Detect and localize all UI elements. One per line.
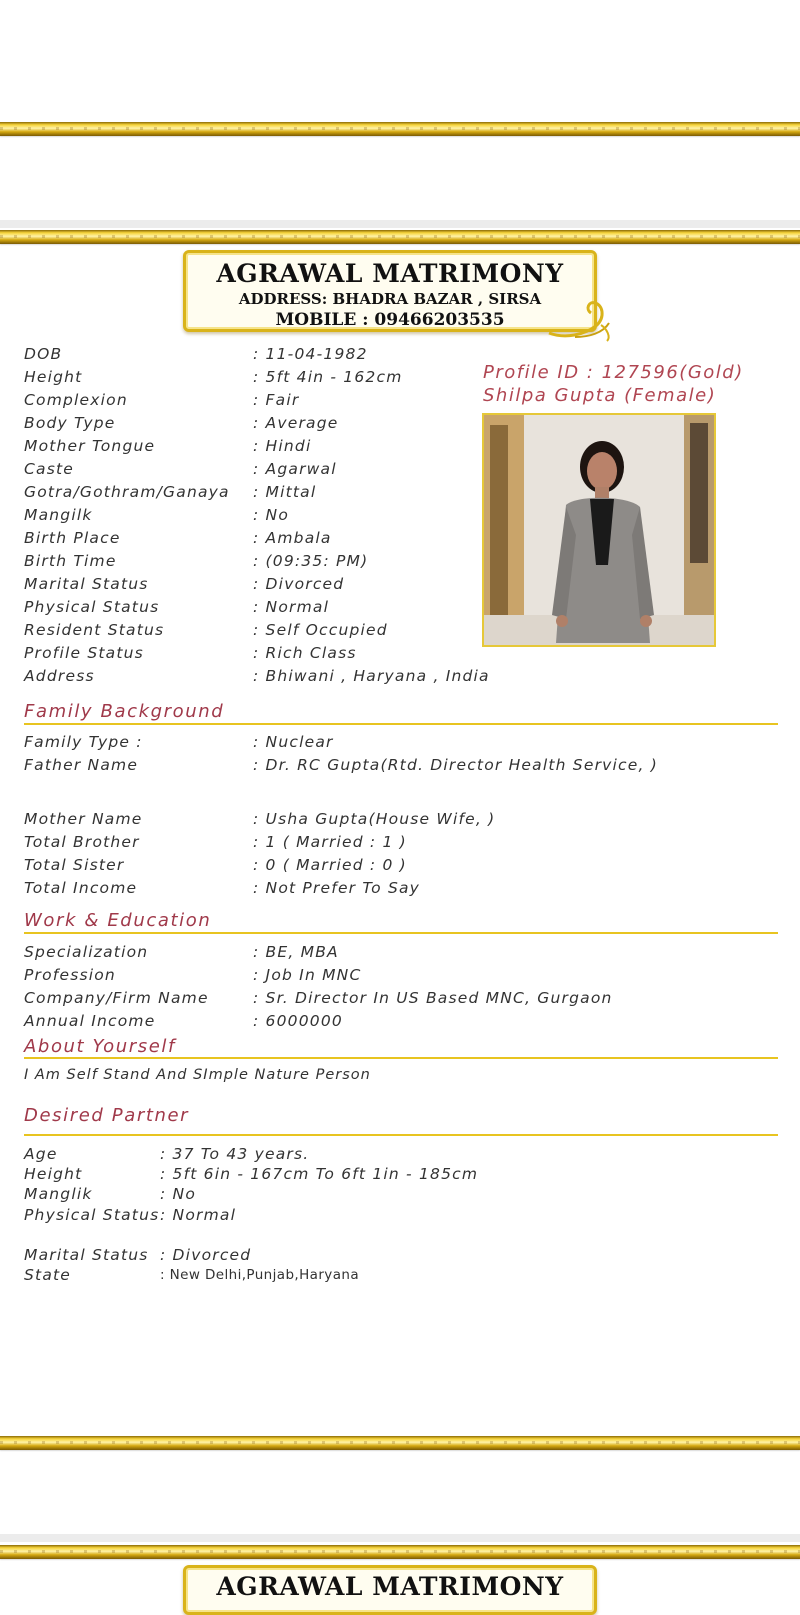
value-birth-place: : Ambala <box>253 529 332 547</box>
label-family-type: Family Type : <box>24 733 143 751</box>
label-partner-state: State <box>24 1266 72 1284</box>
label-height: Height <box>24 368 83 386</box>
page-separator <box>0 220 800 228</box>
label-resident-status: Resident Status <box>24 621 165 639</box>
value-company: : Sr. Director In US Based MNC, Gurgaon <box>253 989 613 1007</box>
label-complexion: Complexion <box>24 391 128 409</box>
value-partner-manglik: : No <box>160 1185 197 1203</box>
label-body-type: Body Type <box>24 414 116 432</box>
value-partner-state: : New Delhi,Punjab,Haryana <box>160 1267 359 1283</box>
value-profile-status: : Rich Class <box>253 644 357 662</box>
label-mangilk: Mangilk <box>24 506 93 524</box>
value-dob: : 11-04-1982 <box>253 345 368 363</box>
value-gotra: : Mittal <box>253 483 317 501</box>
profile-photo <box>482 413 716 647</box>
page-separator-bottom <box>0 1534 800 1542</box>
partner-heading: Desired Partner <box>24 1105 190 1126</box>
header-mobile: MOBILE : 09466203535 <box>275 310 505 330</box>
next-header-plaque <box>183 1565 597 1615</box>
value-father-name: : Dr. RC Gupta(Rtd. Director Health Service, ) <box>253 756 658 774</box>
label-company: Company/Firm Name <box>24 989 209 1007</box>
label-caste: Caste <box>24 460 75 478</box>
label-profile-status: Profile Status <box>24 644 144 662</box>
label-partner-manglik: Manglik <box>24 1185 93 1203</box>
next-header-title: AGRAWAL MATRIMONY <box>216 1572 564 1601</box>
value-marital-status: : Divorced <box>253 575 345 593</box>
label-partner-height: Height <box>24 1165 83 1183</box>
ornament-swirl-icon <box>545 295 615 343</box>
value-caste: : Agarwal <box>253 460 337 478</box>
value-mangilk: : No <box>253 506 290 524</box>
value-profession: : Job In MNC <box>253 966 362 984</box>
label-specialization: Specialization <box>24 943 149 961</box>
value-mother-name: : Usha Gupta(House Wife, ) <box>253 810 496 828</box>
value-mother-tongue: : Hindi <box>253 437 312 455</box>
gold-border-bottom <box>0 1436 800 1450</box>
value-height: : 5ft 4in - 162cm <box>253 368 403 386</box>
label-mother-tongue: Mother Tongue <box>24 437 156 455</box>
value-address: : Bhiwani , Haryana , India <box>253 667 490 685</box>
label-birth-time: Birth Time <box>24 552 117 570</box>
value-total-sister: : 0 ( Married : 0 ) <box>253 856 407 874</box>
value-birth-time: : (09:35: PM) <box>253 552 369 570</box>
label-total-sister: Total Sister <box>24 856 125 874</box>
label-mother-name: Mother Name <box>24 810 143 828</box>
value-total-brother: : 1 ( Married : 1 ) <box>253 833 407 851</box>
label-total-income: Total Income <box>24 879 138 897</box>
family-divider <box>24 723 778 725</box>
family-heading: Family Background <box>24 701 225 722</box>
label-physical-status: Physical Status <box>24 598 160 616</box>
about-heading: About Yourself <box>24 1036 176 1057</box>
label-annual-income: Annual Income <box>24 1012 156 1030</box>
value-partner-marital-status: : Divorced <box>160 1246 252 1264</box>
label-partner-marital-status: Marital Status <box>24 1246 149 1264</box>
gold-border-top <box>0 122 800 136</box>
value-annual-income: : 6000000 <box>253 1012 343 1030</box>
label-marital-status: Marital Status <box>24 575 149 593</box>
work-divider <box>24 932 778 934</box>
header-address: ADDRESS: BHADRA BAZAR , SIRSA <box>238 290 542 308</box>
label-total-brother: Total Brother <box>24 833 140 851</box>
label-gotra: Gotra/Gothram/Ganaya <box>24 483 230 501</box>
profile-id: Profile ID : 127596(Gold) <box>483 362 744 383</box>
label-partner-physical-status: Physical Status <box>24 1206 160 1224</box>
value-family-type: : Nuclear <box>253 733 334 751</box>
about-text: I Am Self Stand And SImple Nature Person <box>24 1067 371 1083</box>
label-birth-place: Birth Place <box>24 529 121 547</box>
label-address: Address <box>24 667 95 685</box>
value-body-type: : Average <box>253 414 339 432</box>
work-heading: Work & Education <box>24 910 212 931</box>
value-complexion: : Fair <box>253 391 300 409</box>
value-partner-physical-status: : Normal <box>160 1206 237 1224</box>
value-resident-status: : Self Occupied <box>253 621 388 639</box>
label-partner-age: Age <box>24 1145 58 1163</box>
header-title: AGRAWAL MATRIMONY <box>216 259 564 288</box>
gold-border-next-page <box>0 1545 800 1559</box>
value-total-income: : Not Prefer To Say <box>253 879 421 897</box>
label-profession: Profession <box>24 966 116 984</box>
value-physical-status: : Normal <box>253 598 330 616</box>
partner-divider <box>24 1134 778 1136</box>
profile-name: Shilpa Gupta (Female) <box>483 385 717 406</box>
label-father-name: Father Name <box>24 756 139 774</box>
value-partner-age: : 37 To 43 years. <box>160 1145 310 1163</box>
gold-border-page-top <box>0 230 800 244</box>
value-partner-height: : 5ft 6in - 167cm To 6ft 1in - 185cm <box>160 1165 479 1183</box>
label-dob: DOB <box>24 345 63 363</box>
value-specialization: : BE, MBA <box>253 943 339 961</box>
about-divider <box>24 1057 778 1059</box>
header-plaque <box>183 250 597 332</box>
